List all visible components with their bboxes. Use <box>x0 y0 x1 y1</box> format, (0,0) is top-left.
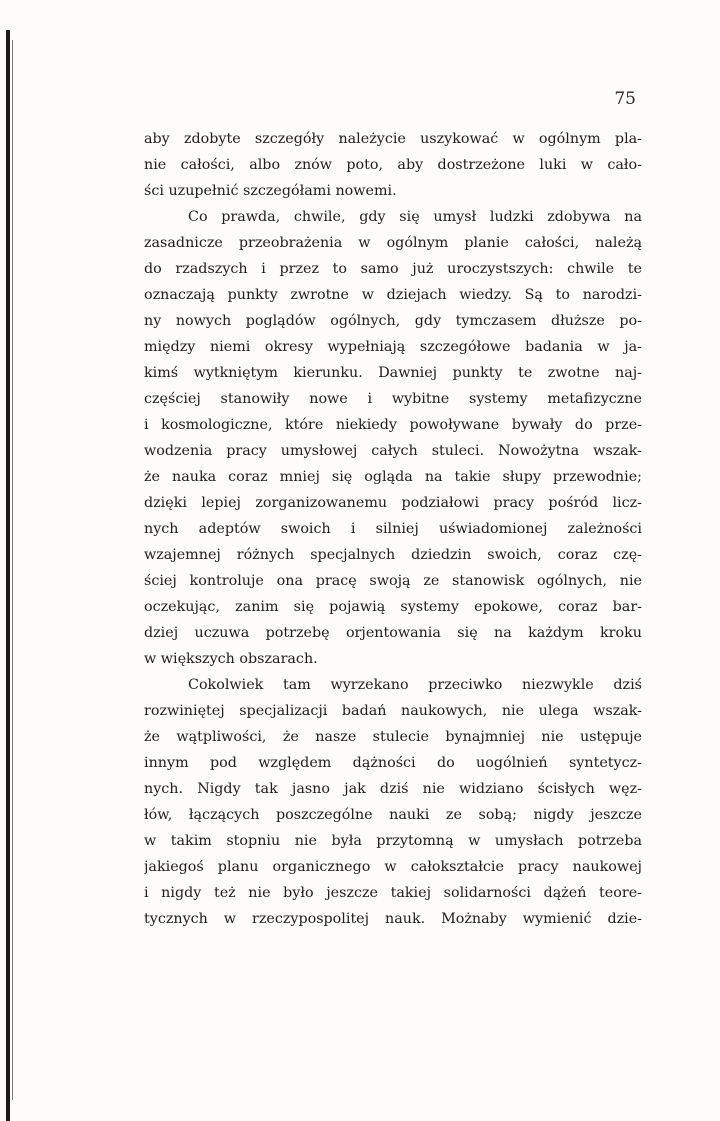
text-line: i nigdy też nie było jeszcze takiej solidarności dążeń teore- <box>144 885 642 901</box>
text-line: Cokolwiek tam wyrzekano przeciwko niezwykle dziś <box>188 677 642 693</box>
text-line: nych. Nigdy tak jasno jak dziś nie widziano ścisłych węz- <box>144 781 642 797</box>
text-line: łów, łączących poszczególne nauki ze sobą; nigdy jeszcze <box>144 807 642 823</box>
text-line: ny nowych poglądów ogólnych, gdy tymczasem dłuższe po- <box>144 313 642 329</box>
text-line: innym pod względem dążności do uogólnień syntetycz- <box>144 755 642 771</box>
text-line: tycznych w rzeczypospolitej nauk. Możnaby wymienić dzie- <box>144 911 642 927</box>
text-line: jakiegoś planu organicznego w całokształcie pracy naukowej <box>144 859 642 875</box>
text-line: w większych obszarach. <box>144 651 318 667</box>
page-number: 75 <box>614 89 636 109</box>
text-line: wzajemnej różnych specjalnych dziedzin swoich, coraz czę- <box>144 547 642 563</box>
text-line: nych adeptów swoich i silniej uświadomionej zależności <box>144 521 642 537</box>
text-line: kimś wytkniętym kierunku. Dawniej punkty te zwotne naj- <box>144 365 642 381</box>
text-line: dziej uczuwa potrzebę orjentowania się na każdym kroku <box>144 625 642 641</box>
text-line: ści uzupełnić szczegółami nowemi. <box>144 183 397 199</box>
text-line: że nauka coraz mniej się ogląda na takie słupy przewodnie; <box>144 469 642 485</box>
text-line: między niemi okresy wypełniają szczegółowe badania w ja- <box>144 339 642 355</box>
text-line: i kosmologiczne, które niekiedy powoływane bywały do prze- <box>144 417 642 433</box>
text-line: oznaczają punkty zwrotne w dziejach wiedzy. Są to narodzi- <box>144 287 642 303</box>
text-line: dzięki lepiej zorganizowanemu podziałowi pracy pośród licz- <box>144 495 642 511</box>
binding-edge-line <box>12 40 13 1100</box>
text-line: wodzenia pracy umysłowej całych stuleci. Nowożytna wszak- <box>144 443 642 459</box>
text-line: do rzadszych i przez to samo już uroczystszych: chwile te <box>144 261 642 277</box>
text-line: oczekując, zanim się pojawią systemy epokowe, coraz bar- <box>144 599 642 615</box>
text-line: nie całości, albo znów poto, aby dostrzeżone luki w cało- <box>144 157 642 173</box>
text-line: rozwiniętej specjalizacji badań naukowych, nie ulega wszak- <box>144 703 642 719</box>
text-line: w takim stopniu nie była przytomną w umysłach potrzeba <box>144 833 642 849</box>
text-line: aby zdobyte szczegóły należycie uszykować w ogólnym pla- <box>144 131 642 147</box>
text-line: częściej stanowiły nowe i wybitne systemy metafizyczne <box>144 391 642 407</box>
text-line: ściej kontroluje ona pracę swoją ze stanowisk ogólnych, nie <box>144 573 642 589</box>
text-line: Co prawda, chwile, gdy się umysł ludzki zdobywa na <box>188 209 642 225</box>
text-line: że wątpliwości, że nasze stulecie bynajmniej nie ustępuje <box>144 729 642 745</box>
binding-edge <box>6 30 10 1121</box>
body-text <box>144 126 642 932</box>
text-line: zasadnicze przeobrażenia w ogólnym planie całości, należą <box>144 235 642 251</box>
